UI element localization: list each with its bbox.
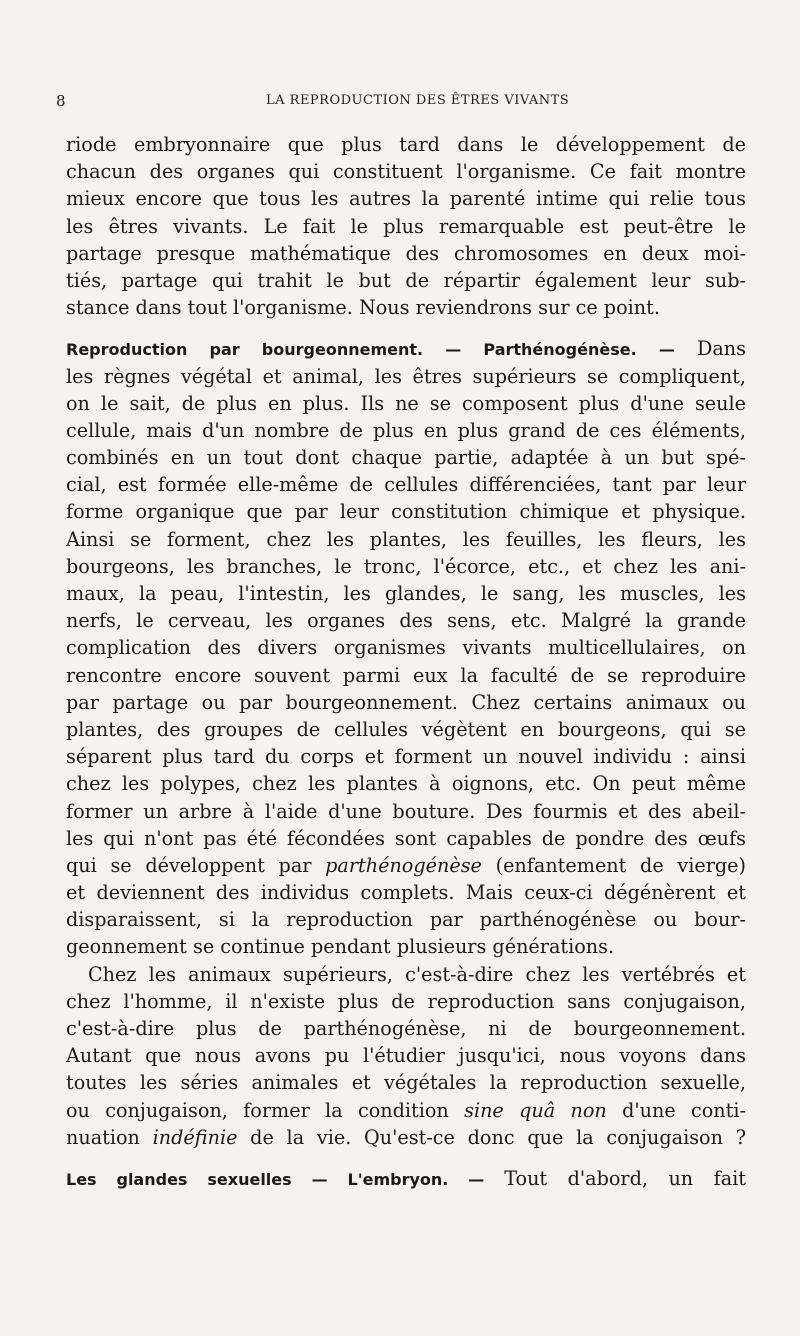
text-line: toutes les séries animales et végétales la reproduction sexuelle, xyxy=(66,1071,746,1095)
text-line: plantes, des groupes de cellules végètent en bourgeons, qui se xyxy=(66,717,746,741)
text-line: les règnes végétal et animal, les êtres supérieurs se compliquent, xyxy=(66,364,746,388)
text-run: de la vie. Qu'est-ce donc que la conjugaison ? xyxy=(237,1125,746,1149)
text-line: disparaissent, si la reproduction par parthénogénèse ou bour- xyxy=(66,908,746,932)
text-line: chez l'homme, il n'existe plus de reproduction sans conjugaison, xyxy=(66,989,746,1013)
text-line: Chez les animaux supérieurs, c'est-à-dire chez les vertébrés et xyxy=(88,962,746,986)
section-heading: Les glandes sexuelles — L'embryon. — xyxy=(66,1169,505,1189)
text-line: cellule, mais d'un nombre de plus en plus grand de ces éléments, xyxy=(66,418,746,442)
text-line: Autant que nous avons pu l'étudier jusqu'ici, nous voyons dans xyxy=(66,1044,746,1068)
text-run: (enfantement de vierge) xyxy=(481,853,747,877)
section-heading: Reproduction par bourgeonnement. — Parthénogénèse. — xyxy=(66,340,697,360)
text-run: Dans xyxy=(696,337,746,361)
page-header xyxy=(56,92,746,114)
text-run: ou conjugaison, former la condition xyxy=(66,1098,465,1122)
text-line: on le sait, de plus en plus. Ils ne se composent plus d'une seule xyxy=(66,391,746,415)
text-line: séparent plus tard du corps et forment un nouvel individu : ainsi xyxy=(66,745,746,769)
text-line: complication des divers organismes vivants multicellulaires, on xyxy=(66,636,746,660)
text-line: maux, la peau, l'intestin, les glandes, le sang, les muscles, les xyxy=(66,582,746,605)
text-line: combinés en un tout dont chaque partie, adaptée à un but spé- xyxy=(66,446,746,470)
paragraph-gap xyxy=(66,1151,746,1165)
text-line: partage presque mathématique des chromosomes en deux moi- xyxy=(66,241,746,265)
text-run: nuation xyxy=(66,1125,153,1149)
text-line: stance dans tout l'organisme. Nous reviendrons sur ce point. xyxy=(66,296,660,320)
text-line: cial, est formée elle-même de cellules différenciées, tant par leur xyxy=(66,473,746,497)
text-line: chez les polypes, chez les plantes à oignons, etc. On peut même xyxy=(66,772,746,796)
text-line: forme organique que par leur constitution chimique et physique. xyxy=(66,500,746,524)
text-line-with-italic xyxy=(66,852,746,879)
text-line-with-italic xyxy=(66,1124,746,1151)
text-run: Tout d'abord, un fait xyxy=(504,1166,746,1190)
text-line: geonnement se continue pendant plusieurs générations. xyxy=(66,935,615,959)
section-heading-line xyxy=(66,1165,746,1192)
paragraph-gap xyxy=(66,321,746,335)
text-run: qui se développent par xyxy=(66,853,326,877)
text-line: bourgeons, les branches, le tronc, l'écorce, etc., et chez les ani- xyxy=(66,554,746,578)
section-heading-line xyxy=(66,335,746,362)
text-line: nerfs, le cerveau, les organes des sens, etc. Malgré la grande xyxy=(66,609,746,633)
text-line: les êtres vivants. Le fait le plus remarquable est peut-être le xyxy=(66,214,746,238)
running-title: LA REPRODUCTION DES ÊTRES VIVANTS xyxy=(266,93,570,108)
text-line: former un arbre à l'aide d'une bouture. Des fourmis et des abeil- xyxy=(66,799,746,823)
italic-term: parthénogénèse xyxy=(325,853,482,877)
text-line: riode embryonnaire que plus tard dans le développement de xyxy=(66,133,746,156)
text-line: et deviennent des individus complets. Mais ceux-ci dégénèrent et xyxy=(66,881,746,905)
italic-term: sine quâ non xyxy=(464,1098,607,1122)
text-line: c'est-à-dire plus de parthénogénèse, ni de bourgeonnement. xyxy=(66,1017,746,1040)
text-line: chacun des organes qui constituent l'organisme. Ce fait montre xyxy=(66,160,746,184)
text-line: tiés, partage qui trahit le but de répartir également leur sub- xyxy=(66,268,746,292)
text-line: par partage ou par bourgeonnement. Chez certains animaux ou xyxy=(66,690,746,714)
text-line: les qui n'ont pas été fécondées sont capables de pondre des œufs xyxy=(66,826,746,850)
text-line-with-italic xyxy=(66,1097,746,1124)
text-line: rencontre encore souvent parmi eux la faculté de se reproduire xyxy=(66,663,746,687)
text-line: mieux encore que tous les autres la parenté intime qui relie tous xyxy=(66,187,746,211)
body-text xyxy=(66,131,746,1192)
text-run: d'une conti- xyxy=(606,1098,746,1122)
italic-term: indéfinie xyxy=(152,1125,238,1149)
page-number: 8 xyxy=(56,92,67,110)
text-line: Ainsi se forment, chez les plantes, les feuilles, les fleurs, les xyxy=(66,527,746,551)
